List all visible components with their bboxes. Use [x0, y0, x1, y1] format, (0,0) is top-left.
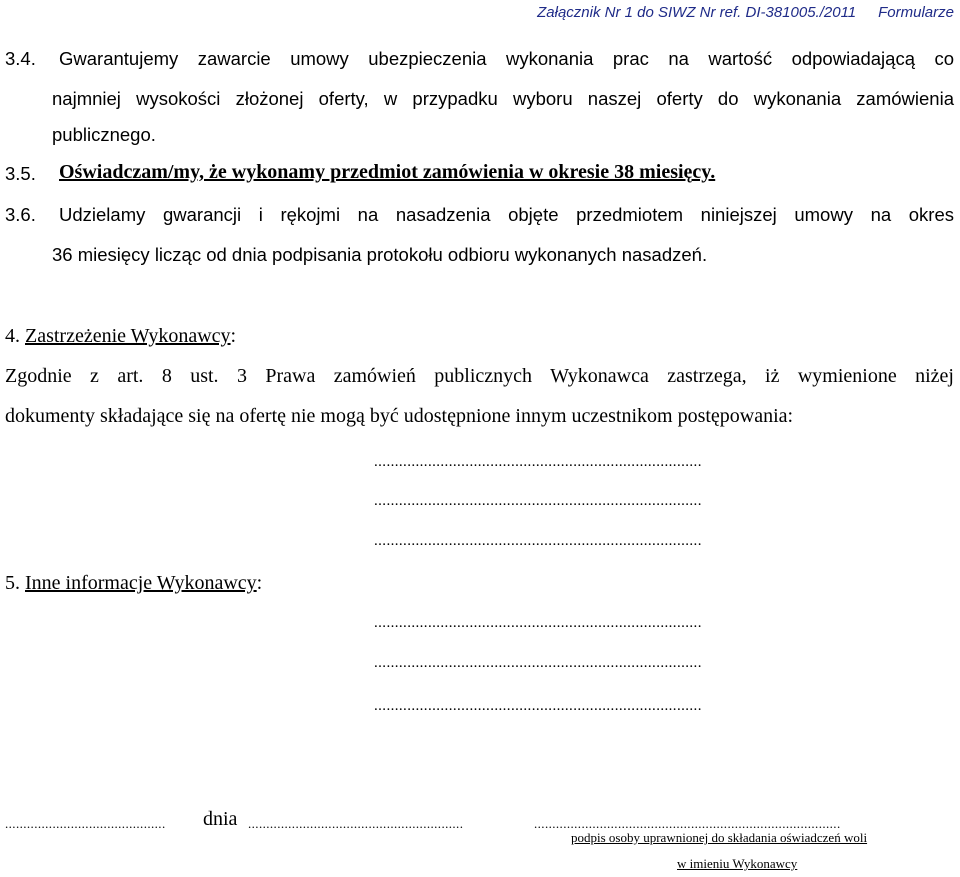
section-3-6-line-2: 36 miesięcy licząc od dnia podpisania protokołu odbioru wykonanych nasadzeń.	[52, 244, 708, 265]
signature-field[interactable]: ....................................................................................	[534, 816, 841, 831]
section-4-title: Zastrzeżenie Wykonawcy	[25, 325, 231, 347]
section-4-blank-1[interactable]: ...............................................................................	[374, 454, 702, 470]
place-field[interactable]: ............................................	[5, 816, 166, 831]
section-4-heading	[5, 325, 236, 348]
header-label: Formularze	[878, 4, 954, 21]
signature-caption-line-2: w imieniu Wykonawcy	[677, 856, 798, 871]
date-field[interactable]: ...........................................................	[248, 816, 464, 831]
section-3-4-line-3: publicznego.	[52, 124, 156, 145]
section-3-4-number: 3.4.	[5, 48, 36, 69]
section-3-4-line-2: najmniej wysokości złożonej oferty, w przypadku wyboru naszej oferty do wykonania zamówienia	[52, 88, 954, 109]
section-3-5-number: 3.5.	[5, 163, 36, 184]
section-5-blank-1[interactable]: ...............................................................................	[374, 615, 702, 631]
section-5-blank-2[interactable]: ...............................................................................	[374, 655, 702, 671]
section-4-line-1: Zgodnie z art. 8 ust. 3 Prawa zamówień publicznych Wykonawca zastrzega, iż wymienione niżej	[5, 365, 954, 387]
section-4-blank-3[interactable]: ...............................................................................	[374, 533, 702, 549]
section-4-line-2: dokumenty składające się na ofertę nie mogą być udostępnione innym uczestnikom postępowania:	[5, 405, 794, 427]
section-5-title: Inne informacje Wykonawcy	[25, 572, 257, 594]
section-5-heading	[5, 572, 262, 595]
page-header	[537, 4, 954, 21]
section-5-blank-3[interactable]: ...............................................................................	[374, 698, 702, 714]
section-3-6-number: 3.6.	[5, 204, 36, 225]
date-label: dnia	[203, 808, 238, 830]
section-4-colon: :	[230, 325, 237, 347]
section-5-number: 5.	[5, 572, 20, 594]
signature-caption-line-1: podpis osoby uprawnionej do składania oświadczeń woli	[571, 830, 868, 845]
section-5-colon: :	[256, 572, 263, 594]
section-4-blank-2[interactable]: ...............................................................................	[374, 493, 702, 509]
section-3-6-line-1: Udzielamy gwarancji i rękojmi na nasadzenia objęte przedmiotem niniejszej umowy na okres	[59, 204, 954, 225]
section-4-number: 4.	[5, 325, 20, 347]
section-3-5-text: Oświadczam/my, że wykonamy przedmiot zamówienia w okresie 38 miesięcy.	[59, 161, 716, 183]
header-reference: Załącznik Nr 1 do SIWZ Nr ref. DI-381005./2011	[537, 4, 857, 21]
section-3-4-line-1: Gwarantujemy zawarcie umowy ubezpieczenia wykonania prac na wartość odpowiadającą co	[59, 48, 954, 69]
